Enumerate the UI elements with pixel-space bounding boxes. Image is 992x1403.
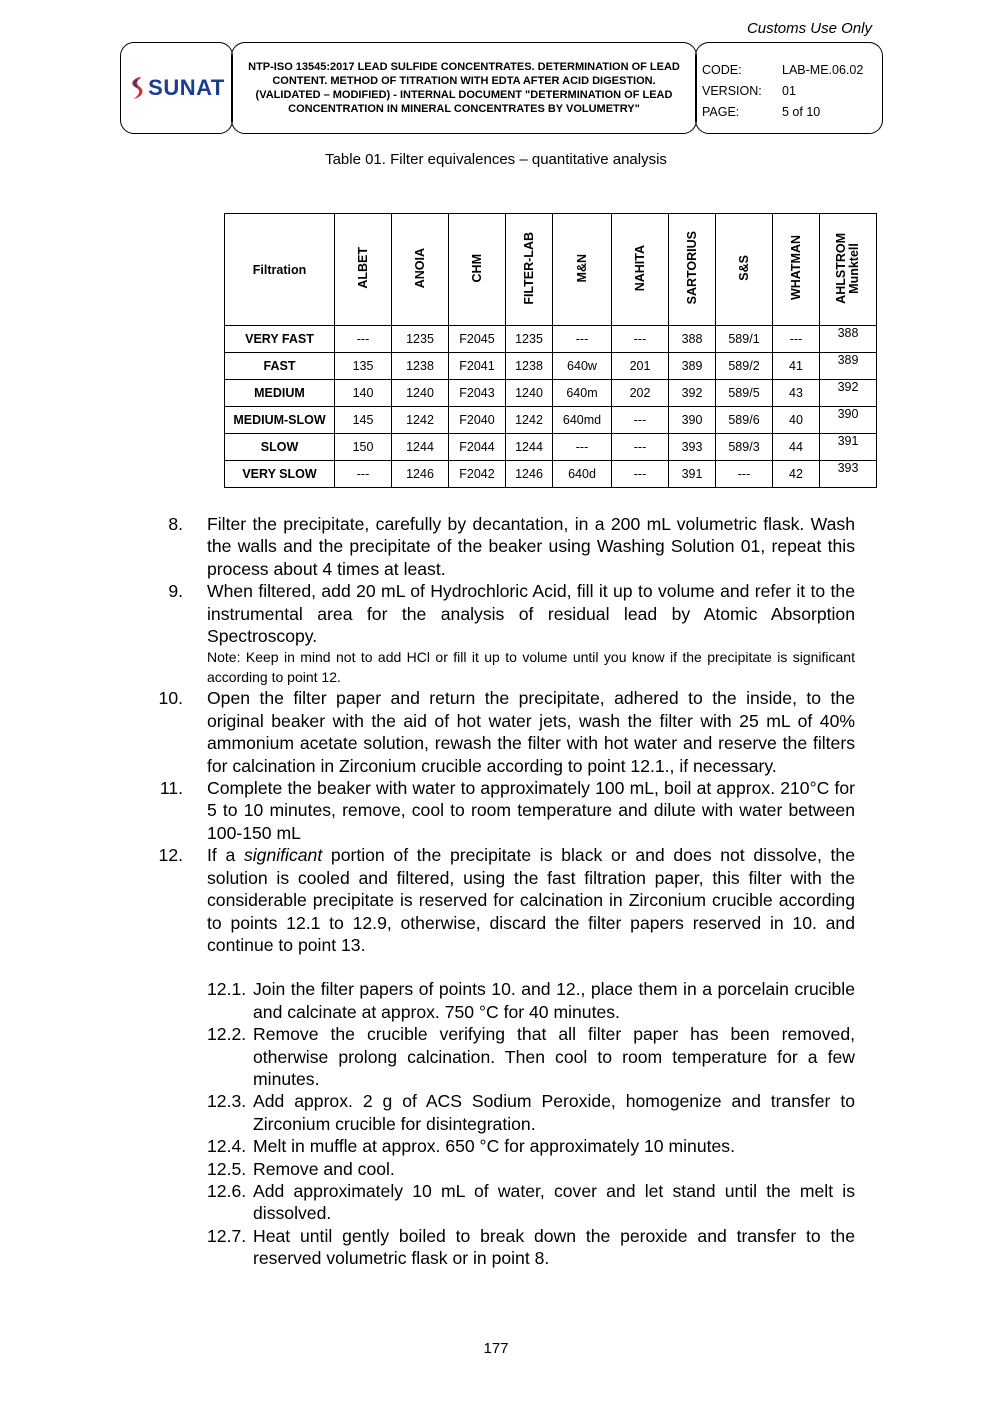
table-cell: 1240 <box>506 380 553 407</box>
step-text: When filtered, add 20 mL of Hydrochloric Acid, fill it up to volume and refer it to the instrumental area for the analysis of residual lead by Atomic Absorption Spectroscopy. <box>207 581 855 647</box>
row-label: VERY FAST <box>225 326 335 353</box>
column-header-label: CHM <box>469 253 484 283</box>
substep-text: Remove the crucible verifying that all filter paper has been removed, otherwise prolong calcination. Then cool to room temperature for a few minutes. <box>253 1024 855 1089</box>
step-note: Note: Keep in mind not to add HCl or fill it up to volume until you know if the precipitate is significant according to point 12. <box>207 649 855 686</box>
logo-text: SUNAT <box>148 75 225 100</box>
procedure-steps <box>0 513 992 1270</box>
table-cell: 1238 <box>392 353 449 380</box>
table-cell: --- <box>612 461 669 488</box>
column-header-label: WHATMAN <box>788 235 803 301</box>
table-cell: 135 <box>335 353 392 380</box>
step-11 <box>159 777 855 844</box>
table-cell: 145 <box>335 407 392 434</box>
sunat-logo <box>128 75 225 101</box>
column-header <box>335 214 392 326</box>
table-cell: 393 <box>820 461 877 488</box>
table-cell: --- <box>612 434 669 461</box>
table-row <box>225 353 877 380</box>
meta-version-row <box>702 84 882 105</box>
table-cell: --- <box>553 326 612 353</box>
column-header-label: FILTER-LAB <box>521 231 536 305</box>
substep-text: Remove and cool. <box>253 1158 395 1179</box>
step-text: Complete the beaker with water to approximately 100 mL, boil at approx. 210°C for 5 to 10 minutes, remove, cool to room temperature and dilute with water between 100-150 mL <box>207 778 855 843</box>
substep-text: Melt in muffle at approx. 650 °C for approximately 10 minutes. <box>253 1136 735 1157</box>
table-header-row <box>225 214 877 326</box>
table-cell: 589/2 <box>716 353 773 380</box>
table-cell: 589/1 <box>716 326 773 353</box>
filter-equivalence-table <box>224 213 877 488</box>
table-cell: 589/5 <box>716 380 773 407</box>
table-cell: 640d <box>553 461 612 488</box>
table-cell: F2040 <box>449 407 506 434</box>
table-cell: --- <box>716 461 773 488</box>
step-9 <box>168 580 855 687</box>
substep-text: Join the filter papers of points 10. and 12., place them in a porcelain crucible and calcinate at approx. 750 °C for 40 minutes. <box>253 979 855 1022</box>
table-row <box>225 326 877 353</box>
step-8 <box>168 513 855 580</box>
column-header <box>716 214 773 326</box>
page-value: 5 of 10 <box>782 105 821 119</box>
table-cell: 388 <box>669 326 716 353</box>
table-cell: 1244 <box>392 434 449 461</box>
substep-12-4 <box>207 1135 855 1157</box>
column-header-label <box>835 233 861 304</box>
row-label: SLOW <box>225 434 335 461</box>
table-cell: 640md <box>553 407 612 434</box>
substep-number: 12.1. <box>207 979 247 1000</box>
row-label: MEDIUM <box>225 380 335 407</box>
table-cell: 589/6 <box>716 407 773 434</box>
table-cell: 391 <box>669 461 716 488</box>
step-10 <box>158 687 855 777</box>
step-number: 12. <box>158 845 183 866</box>
table-cell: 388 <box>820 326 877 353</box>
column-header-label: ALBET <box>355 247 370 289</box>
table-cell: 389 <box>669 353 716 380</box>
table-cell: 1235 <box>392 326 449 353</box>
filtration-header: Filtration <box>225 214 335 326</box>
column-header-label: SARTORIUS <box>684 231 699 305</box>
table-cell: 1242 <box>506 407 553 434</box>
table-cell: --- <box>612 326 669 353</box>
table-cell: F2044 <box>449 434 506 461</box>
meta-page-row <box>702 105 882 126</box>
column-header-label: NAHITA <box>632 244 647 292</box>
column-header-line: Munktell <box>847 242 861 294</box>
page-number: 177 <box>483 1340 509 1357</box>
substep-12-2 <box>207 1023 855 1090</box>
column-header <box>506 214 553 326</box>
table-cell: 389 <box>820 353 877 380</box>
substep-text: Heat until gently boiled to break down the peroxide and transfer to the reserved volumetric flask or in point 8. <box>253 1225 855 1269</box>
step-12 <box>158 844 855 956</box>
table-cell: F2041 <box>449 353 506 380</box>
table-cell: 42 <box>773 461 820 488</box>
step-number: 11. <box>159 778 183 799</box>
code-label: CODE: <box>702 63 742 77</box>
column-header-label: S&S <box>736 255 751 281</box>
code-value: LAB-ME.06.02 <box>782 63 864 77</box>
column-header-line: AHLSTROM <box>834 232 848 304</box>
substep-12-7 <box>207 1225 855 1270</box>
table-cell: 640w <box>553 353 612 380</box>
table-cell: 390 <box>820 407 877 434</box>
substep-number: 12.5. <box>207 1158 247 1179</box>
document-meta-box <box>695 42 883 134</box>
table-cell: 589/3 <box>716 434 773 461</box>
table-cell: 1238 <box>506 353 553 380</box>
substep-12-3 <box>207 1090 855 1135</box>
table-cell: F2045 <box>449 326 506 353</box>
substep-text: Add approximately 10 mL of water, cover and let stand until the melt is dissolved. <box>253 1180 855 1224</box>
substep-12-6 <box>207 1180 855 1225</box>
table-cell: --- <box>773 326 820 353</box>
table-cell: 393 <box>669 434 716 461</box>
table-cell: 44 <box>773 434 820 461</box>
table-cell: --- <box>553 434 612 461</box>
table-cell: 1246 <box>506 461 553 488</box>
table-cell: 140 <box>335 380 392 407</box>
table-cell: 1242 <box>392 407 449 434</box>
table-cell: 1235 <box>506 326 553 353</box>
table-caption: Table 01. Filter equivalences – quantitative analysis <box>325 151 667 168</box>
table-cell: --- <box>335 326 392 353</box>
substep-number: 12.2. <box>207 1024 247 1045</box>
sunat-emblem-icon <box>128 75 146 101</box>
table-cell: 1246 <box>392 461 449 488</box>
page-label: PAGE: <box>702 105 740 119</box>
table-row <box>225 461 877 488</box>
table-cell: --- <box>335 461 392 488</box>
step-text-pre: If a <box>207 845 244 866</box>
logo-box <box>120 42 233 134</box>
customs-use-label: Customs Use Only <box>746 20 872 37</box>
step-number: 8. <box>168 514 183 534</box>
substep-text: Add approx. 2 g of ACS Sodium Peroxide, homogenize and transfer to Zirconium crucible for disintegration. <box>253 1091 855 1134</box>
substep-number: 12.3. <box>207 1091 247 1112</box>
substep-12-5 <box>207 1158 855 1180</box>
table-cell: 640m <box>553 380 612 407</box>
table-cell: 41 <box>773 353 820 380</box>
table-cell: 390 <box>669 407 716 434</box>
table-row <box>225 407 877 434</box>
substep-number: 12.4. <box>207 1136 247 1157</box>
column-header-label: ANOIA <box>412 247 427 289</box>
document-title: NTP-ISO 13545:2017 LEAD SULFIDE CONCENTRATES. DETERMINATION OF LEAD CONTENT. METHOD OF TITRATION WITH EDTA AFTER ACID DIGESTION. (VALIDATED – MODIFIED) - INTERNAL DOCUMENT "DETERMINATION OF LEAD CONCENTRATION IN MINERAL CONCENTRATES BY VOLUMETRY" <box>248 61 680 115</box>
document-title-box <box>231 42 697 134</box>
column-header-label: M&N <box>574 253 589 283</box>
table-cell: 1240 <box>392 380 449 407</box>
table-cell: F2042 <box>449 461 506 488</box>
table-cell: 391 <box>820 434 877 461</box>
step-text: Filter the precipitate, carefully by decantation, in a 200 mL volumetric flask. Wash the walls and the precipitate of the beaker using Washing Solution 01, repeat this process about 4 times at least. <box>207 514 855 579</box>
step-number: 9. <box>168 581 183 602</box>
table-cell: 392 <box>669 380 716 407</box>
row-label: VERY SLOW <box>225 461 335 488</box>
table-cell: 1244 <box>506 434 553 461</box>
table-row <box>225 380 877 407</box>
table-cell: --- <box>612 407 669 434</box>
step-number: 10. <box>158 688 183 709</box>
column-header <box>773 214 820 326</box>
table-row <box>225 434 877 461</box>
column-header <box>553 214 612 326</box>
column-header <box>612 214 669 326</box>
step-text-post: portion of the precipitate is black or and does not dissolve, the solution is cooled and filtered, using the fast filtration paper, this filter with the considerable precipitate is reserved for calcination in Zirconium crucible according to points 12.1 to 12.9, otherwise, discard the filter papers reserved in 10. and continue to point 13. <box>207 845 855 955</box>
step-text-emphasis: significant <box>243 845 323 866</box>
version-value: 01 <box>782 84 796 98</box>
substep-12-1 <box>207 978 855 1023</box>
row-label: FAST <box>225 353 335 380</box>
substep-number: 12.6. <box>207 1180 247 1201</box>
column-header <box>392 214 449 326</box>
table-cell: 201 <box>612 353 669 380</box>
column-header <box>820 214 877 326</box>
meta-code-row <box>702 63 882 84</box>
table-cell: F2043 <box>449 380 506 407</box>
step-text: Open the filter paper and return the precipitate, adhered to the inside, to the original beaker with the aid of hot water jets, wash the filter with 25 mL of 40% ammonium acetate solution, rewash the filter with hot water and reserve the filters for calcination in Zirconium crucible according to point 12.1., if necessary. <box>207 688 855 776</box>
column-header <box>669 214 716 326</box>
table-cell: 43 <box>773 380 820 407</box>
table-cell: 392 <box>820 380 877 407</box>
substep-number: 12.7. <box>207 1225 247 1246</box>
column-header <box>449 214 506 326</box>
row-label: MEDIUM-SLOW <box>225 407 335 434</box>
table-cell: 150 <box>335 434 392 461</box>
table-cell: 40 <box>773 407 820 434</box>
table-cell: 202 <box>612 380 669 407</box>
version-label: VERSION: <box>702 84 762 98</box>
